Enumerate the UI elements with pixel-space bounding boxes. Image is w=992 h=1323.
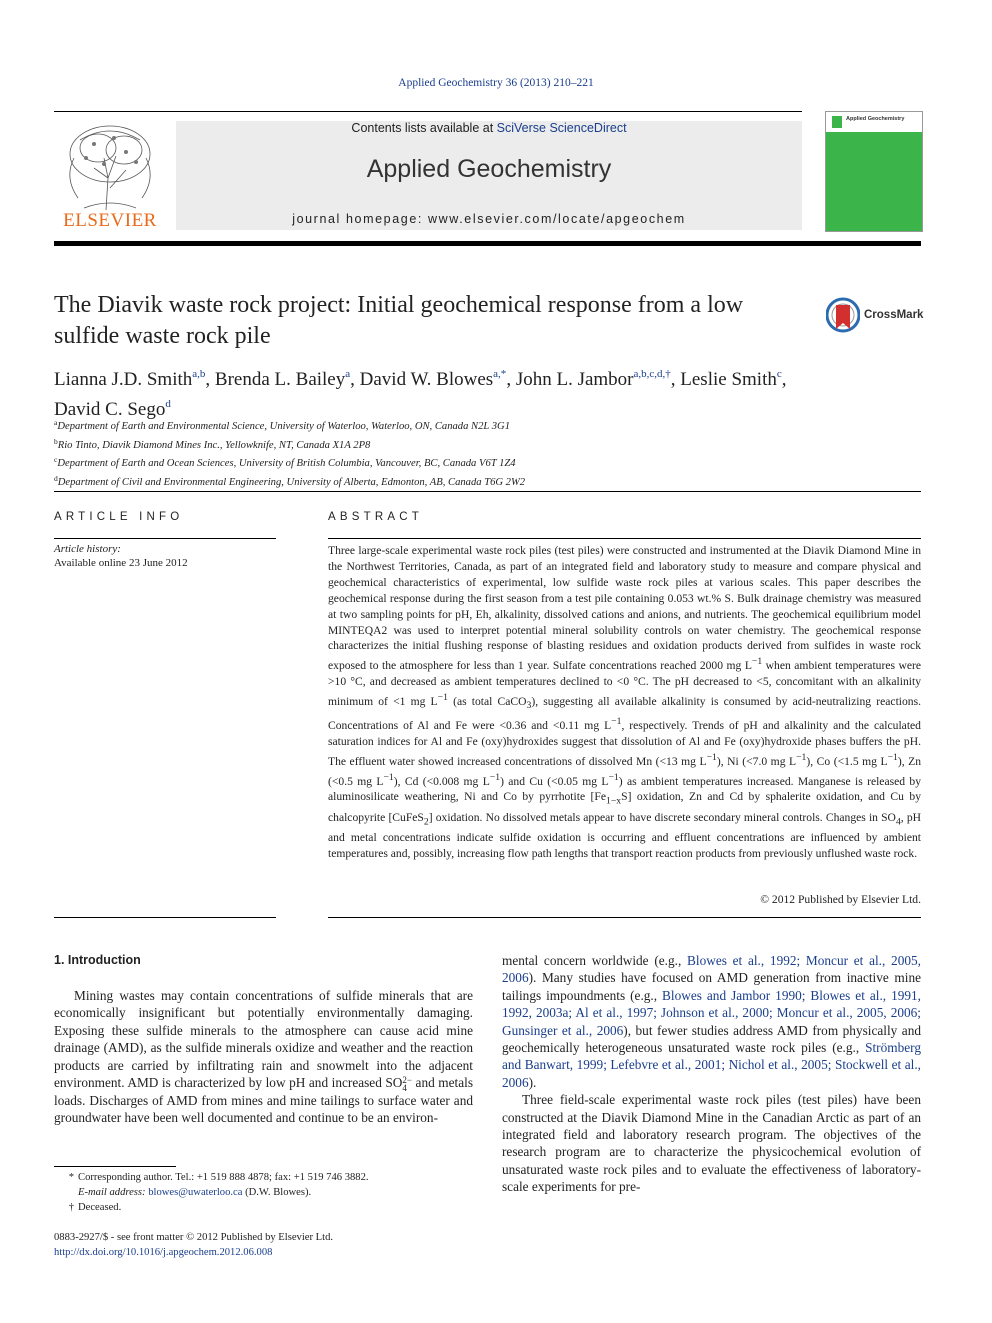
abstract-text: Three large-scale experimental waste rock piles (test piles) were constructed and instrumented at the Diavik Diamond Mine in the Northwest Territories, Canada, as part of an integrated field and laboratory study to measure and compare physical and geochemical characteristics of experimental, low sulfide waste rock piles at various scales. This paper describes the geochemical response during the first season from a test pile containing 0.053 wt.% S. Bulk drainage chemistry was measured at two sampling points for pH, Eh, alkalinity, dissolved cations and anions, and nutrients. The geochemical equilibrium model MINTEQA2 was used to interpret potential mineral solubility controls on water chemistry. The geochemical response characterizes the initial flushing response of blasting residues and oxidation products derived from sulfides in waste rock exposed to the atmosphere for less than 1 year. Sulfate concentrations reached 2000 mg $L^{-1}$ when ambient temperatures were >10 °C, and decreased as ambient temperatures declined to <0 °C. The pH decreased to <5, concomitant with an alkalinity minimum of <1 mg $L^{-1}$ (as total CaCO$_3$), suggesting all available alkalinity is consumed by acid-neutralizing reactions. Concentrations of Al and Fe were <0.36 and <0.11 mg $L^{-1}$, respectively. Trends of pH and alkalinity and the calculated saturation indices for Al and Fe (oxy)hydroxides suggest that dissolution of Al and Fe (oxy)hydroxide phases buffers the pH. The effluent water showed increased concentrations of dissolved Mn (<13 mg $L^{-1}$), Ni (<7.0 mg $L^{-1}$), Co (<1.5 mg $L^{-1}$), Zn (<0.5 mg $L^{-1}$), Cd (<0.008 mg $L^{-1}$) and Cu (<0.05 mg $L^{-1}$) as ambient temperatures increased. Manganese is released by aluminosilicate weathering, Ni and Co by pyrrhotite $[Fe_{1-x}S]$ oxidation, Zn and Cd by sphalerite oxidation, and Cu by chalcopyrite [CuFeS$_2$] oxidation. No dissolved metals appear to have discrete secondary mineral controls. Changes in $SO_4$, pH and metal concentrations indicate sulfide oxidation is occurring and effluent concentrations are influenced by ambient temperatures and, possibly, increasing flow path lengths that transport reaction products from previously unflushed waste rock.: [328, 544, 922, 860]
header-rule: [54, 111, 802, 112]
affiliation: $^b$Rio Tinto, Diavik Diamond Mines Inc., Yellowknife, NT, Canada X1A 2P8: [54, 436, 371, 451]
cover-banner: [826, 112, 922, 132]
elsevier-logo: [54, 118, 166, 232]
journal-masthead: [176, 121, 802, 230]
journal-citation[interactable]: Applied Geochemistry 36 (2013) 210–221: [398, 77, 594, 89]
doi-link[interactable]: http://dx.doi.org/10.1016/j.apgeochem.2012.06.008: [54, 1247, 273, 1258]
intro-paragraph: Mining wastes may contain concentrations of sulfide minerals that are economically insignificant but potentially environmentally damaging. Exposing these sulfide minerals to the atmosphere can cause acid mine drainage (AMD), as the sulfide minerals oxidize and weather and the reaction products are carried by infiltrating rain and snowmelt into the adjacent environment. AMD is characterized by low pH and increased SO 2− 4 and metals loads. Discharges of AMD from mines and mine tailings to surface water and groundwater have been well documented and continue to be an environ-: [54, 988, 473, 1126]
author-list: Lianna J.D. Smith$^{a,b}$, Brenda L. Bailey$^a$, David W. Blowes$^{a,*}$, John L. Jambor$^{a,b,c,d,\dagger}$, Leslie Smith$^c$, David C. Sego$^d$: [54, 368, 787, 420]
affiliation: $^d$Department of Civil and Environmental Engineering, University of Alberta, Edmonton, AB, Canada T6G 2W2: [54, 474, 526, 489]
citation-link[interactable]: Blowes et al., 1992; Moncur et al., 2005, 2006: [502, 953, 921, 986]
section-heading-introduction: 1. Introduction: [54, 953, 141, 967]
article-identifiers: [54, 1230, 333, 1260]
article-info-rule: [54, 538, 276, 539]
article-history-value: Available online 23 June 2012: [54, 557, 188, 569]
crossmark-label: CrossMark: [864, 309, 924, 321]
journal-cover-thumbnail[interactable]: [825, 111, 923, 232]
contents-line: [176, 121, 802, 135]
article-info-heading: ARTICLE INFO: [54, 511, 184, 523]
elsevier-tree-icon: [54, 118, 166, 214]
author[interactable]: Leslie Smith$^c$: [680, 368, 782, 390]
abstract-rule: [328, 538, 921, 539]
footnotes: [54, 1170, 474, 1215]
homepage-prefix: journal homepage:: [292, 212, 429, 226]
affiliation: $^c$Department of Earth and Ocean Sciences, University of British Columbia, Vancouver, BC, Canada V6T 1Z4: [54, 455, 516, 470]
author[interactable]: David C. Sego$^d$: [54, 398, 171, 420]
article-history-label: Article history:: [54, 543, 121, 555]
footnote-rule: [54, 1166, 176, 1167]
email-link[interactable]: blowes@uwaterloo.ca: [148, 1187, 243, 1198]
section-rule: [54, 491, 921, 492]
abstract-bottom-rule: [328, 917, 921, 918]
article-info-bottom-rule: [54, 917, 276, 918]
author[interactable]: John L. Jambor$^{a,b,c,d,\dagger}$: [515, 368, 671, 390]
intro-paragraph: Three field-scale experimental waste rock piles (test piles) have been constructed at the Diavik Diamond Mine in the Canadian Arctic as part of an integrated field and laboratory research program. The objectives of the research program are to characterize the physicochemical evolution of unsaturated waste rock piles and to evaluate the effectiveness of laboratory-scale experiments for pre-: [502, 1092, 921, 1195]
journal-name: Applied Geochemistry: [366, 155, 612, 183]
cover-title: Applied Geochemistry: [846, 116, 905, 122]
footnote-corresponding: * Corresponding author. Tel.: +1 519 888 4878; fax: +1 519 746 3882.: [68, 1172, 369, 1183]
intro-column-2: mental concern worldwide (e.g., Blowes et al., 1992; Moncur et al., 2005, 2006). Many studies have focused on AMD generation from inactive mine tailings impoundments (e.g., Blowes and Jambor 1990; Blowes et al., 1991, 1992, 2003a; Al et al., 1997; Johnson et al., 2000; Moncur et al., 2005, 2006; Gunsinger et al., 2006), but fewer studies address AMD from physically and geochemically heterogeneous unsaturated waste rock piles (e.g., Strömberg and Banwart, 1999; Lefebvre et al., 2001; Nichol et al., 2005; Stockwell et al., 2006). Three field-scale experimental waste rock piles (test piles) have been constructed at the Diavik Diamond Mine in the Canadian Arctic as part of an integrated field and laboratory research program. The objectives of the research program are to characterize the physicochemical evolution of unsaturated waste rock piles and to evaluate the effectiveness of laboratory-scale experiments for pre-: [502, 953, 921, 1195]
author[interactable]: Brenda L. Bailey$^a$: [214, 368, 351, 390]
affiliations: [54, 416, 914, 491]
crossmark-icon: [826, 297, 860, 333]
citation-link[interactable]: Strömberg and Banwart, 1999; Lefebvre et al., 2001; Nichol et al., 2005; Stockwell et al., 2006: [502, 1040, 921, 1090]
masthead-rule: [54, 241, 921, 246]
affiliation: $^a$Department of Earth and Environmental Science, University of Waterloo, Waterloo, ON, Canada N2L 3G1: [54, 418, 510, 432]
author[interactable]: Lianna J.D. Smith$^{a,b}$: [54, 368, 206, 390]
article-title: The Diavik waste rock project: Initial geochemical response from a low sulfide waste rock pile: [54, 292, 744, 349]
issn-line: 0883-2927/$ - see front matter © 2012 Published by Elsevier Ltd.: [54, 1232, 334, 1243]
copyright-notice: © 2012 Published by Elsevier Ltd.: [760, 893, 921, 906]
cover-mini-logo: [832, 116, 842, 128]
homepage-url[interactable]: www.elsevier.com/locate/apgeochem: [428, 212, 686, 226]
sciencedirect-link[interactable]: SciVerse ScienceDirect: [496, 121, 627, 135]
abstract-heading: ABSTRACT: [328, 511, 423, 523]
citation-link[interactable]: Blowes and Jambor 1990; Blowes et al., 1991, 1992, 2003a; Al et al., 1997; Johnson et al., 2000; Moncur et al., 2005, 2006; Gunsinger et al., 2006: [502, 987, 921, 1038]
journal-homepage: [176, 212, 802, 226]
footnote-deceased: † Deceased.: [68, 1202, 122, 1213]
contents-prefix: Contents lists available at: [351, 121, 497, 135]
crossmark-badge[interactable]: [826, 297, 926, 333]
elsevier-wordmark: ELSEVIER: [63, 210, 157, 231]
footnote-email: E-mail address: blowes@uwaterloo.ca (D.W. Blowes).: [78, 1187, 312, 1198]
author[interactable]: David W. Blowes$^{a,*}$: [359, 368, 507, 390]
